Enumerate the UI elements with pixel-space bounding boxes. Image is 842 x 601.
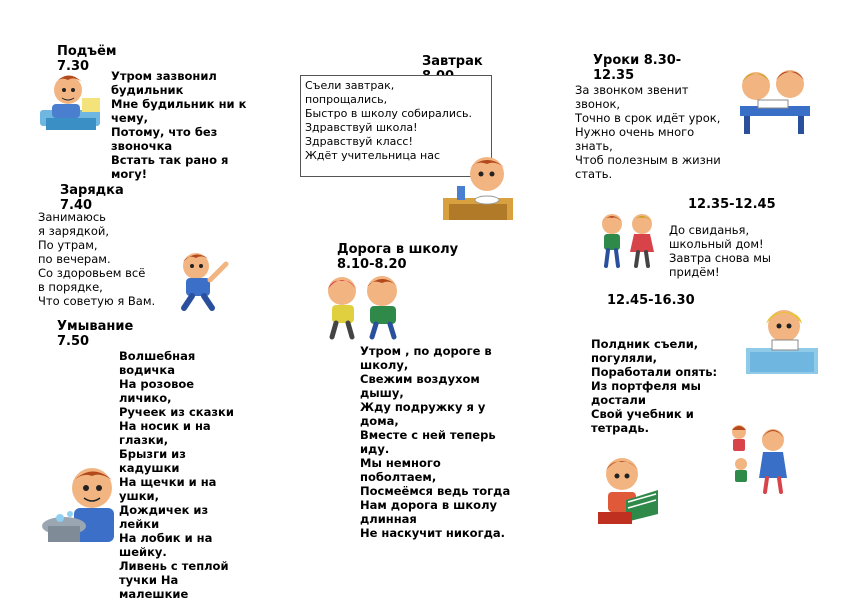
boy-eating-icon [443, 154, 515, 222]
boy-exercising-icon [172, 248, 234, 310]
washing-poem: Волшебная водичка На розовое личико, Ручеек из сказки На носик и на глазки, Брызги из кадушки На щечки и на ушки, Дождичек из лейки На лобик и на шейку. Ливень с теплой тучки На малешкие [119, 349, 234, 601]
afternoon-poem: Полдник съели, погуляли, Поработали опять: Из портфеля мы достали Свой учебник и тетрадь. [591, 337, 718, 435]
kids-walking-icon [320, 273, 406, 339]
lessons-poem: За звонком звенит звонок, Точно в срок идёт урок, Нужно очень много знать, Чтоб полезным в жизни стать. [575, 83, 721, 181]
wakeup-title: Подъём 7.30 [57, 44, 117, 74]
way-to-school-title: Дорога в школу 8.10-8.20 [337, 242, 459, 272]
way-to-school-poem: Утром , по дороге в школу, Свежим воздухом дышу, Жду подружку я у дома, Вместе с ней теперь иду. Мы немного поболтаем, Посмеёмся ведь тогда Нам дорога в школу длинная Не наскучит никогда. [360, 344, 511, 540]
washing-title: Умывание 7.50 [57, 319, 134, 349]
boy-reading-icon [596, 454, 660, 528]
boy-washing-icon [40, 462, 122, 552]
wakeup-poem: Утром зазвонил будильник Мне будильник ни к чему, Потому, что без звоночка Встать так рано я могу! [111, 69, 247, 181]
girl-at-desk-icon [746, 306, 818, 374]
goodbye-poem: До свиданья, школьный дом! Завтра снова мы придём! [669, 223, 772, 279]
kids-waving-icon [598, 212, 658, 270]
breakfast-title: Завтрак [422, 54, 483, 69]
afternoon-title: 12.45-16.30 [607, 293, 695, 308]
boy-stretching-icon [38, 68, 106, 134]
lessons-title: Уроки 8.30- 12.35 [593, 53, 682, 83]
exercise-poem: Занимаюсь я зарядкой, По утрам, по вечерам. Со здоровьем всё в порядке, Что советую я Вам. [38, 210, 156, 308]
breakfast-poem: Съели завтрак, попрощались, Быстро в школу собирались. Здравствуй школа! Здравствуй класс! Ждёт учительница нас [305, 79, 472, 162]
kids-playing-icon [727, 422, 793, 494]
goodbye-title: 12.35-12.45 [688, 197, 776, 212]
exercise-title: Зарядка 7.40 [60, 183, 124, 213]
kids-at-desk-icon [736, 66, 812, 136]
